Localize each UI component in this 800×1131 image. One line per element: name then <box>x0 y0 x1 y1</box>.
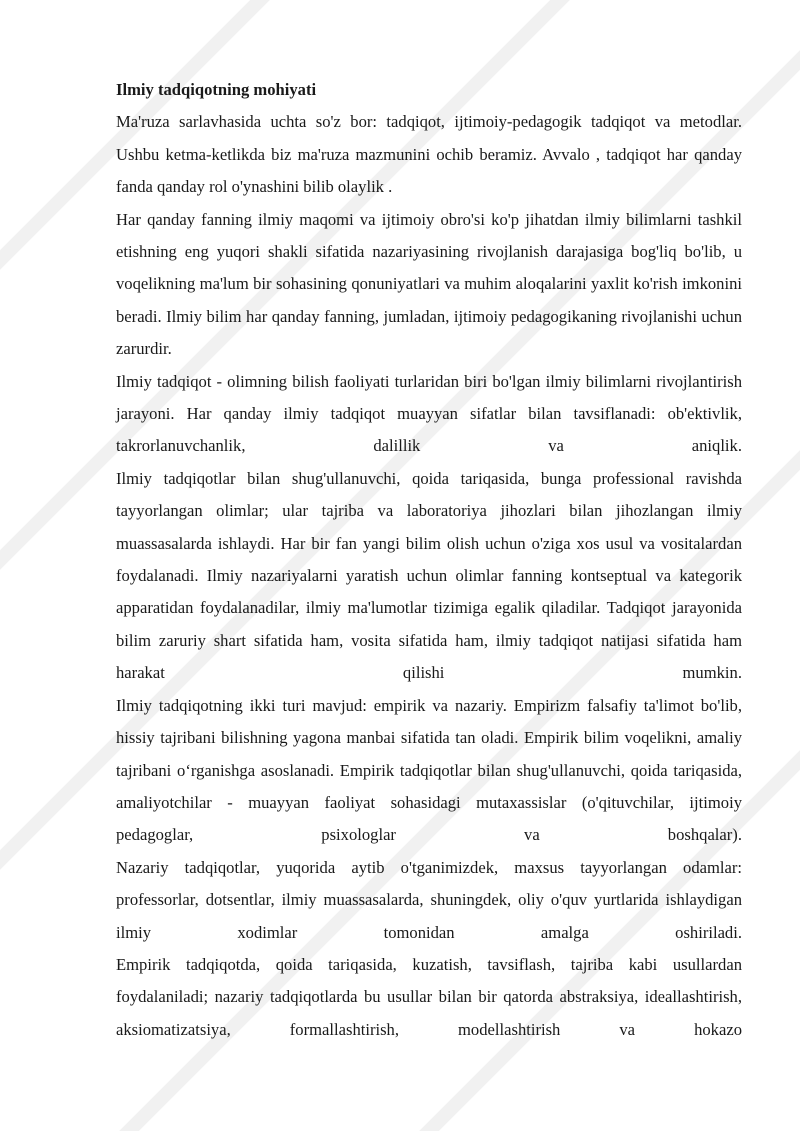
paragraph-6: Nazariy tadqiqotlar, yuqorida aytib o'tganimizdek, maxsus tayyorlangan odamlar: professorlar, dotsentlar, ilmiy muassasalarda, shuningdek, oliy o'quv yurtlarida ishlaydigan ilmiy xodimlar tomonidan amalga oshiriladi. <box>116 857 742 942</box>
paragraph-5: Ilmiy tadqiqotning ikki turi mavjud: empirik va nazariy. Empirizm falsafiy ta'limot bo'lib, hissiy tajribani bilishning yagona manbai sifatida tan oladi. Empirik bilim voqelikni, amaliy tajribani o‘rganishga asoslanadi. Empirik tadqiqotlar bilan shug'ullanuvchi, qoida tariqasida, amaliyotchilar - muayyan faoliyat sohasidagi mutaxassislar (o'qituvchilar, ijtimoiy pedagoglar, psixologlar va boshqalar). <box>116 695 742 845</box>
document-body <box>116 74 742 1046</box>
paragraph-7: Empirik tadqiqotda, qoida tariqasida, kuzatish, tavsiflash, tajriba kabi usullardan foydalaniladi; nazariy tadqiqotlarda bu usullar bilan bir qatorda abstraksiya, ideallashtirish, aksiomatizatsiya, formallashtirish, modellashtirish va hokazo <box>116 954 742 1039</box>
document-title: Ilmiy tadqiqotning mohiyati <box>116 80 317 99</box>
paragraph-3: Ilmiy tadqiqot - olimning bilish faoliyati turlaridan biri bo'lgan ilmiy bilimlarni rivojlantirish jarayoni. Har qanday ilmiy tadqiqot muayyan sifatlar bilan tavsiflanadi: ob'ektivlik, takrorlanuvchanlik, dalillik va aniqlik. <box>116 371 742 456</box>
paragraph-1: Ma'ruza sarlavhasida uchta so'z bor: tadqiqot, ijtimoiy-pedagogik tadqiqot va metodlar. Ushbu ketma-ketlikda biz ma'ruza mazmunini ochib beramiz. Avvalo , tadqiqot har qanday fanda qanday rol o'ynashini bilib olaylik . <box>116 112 742 197</box>
paragraph-4: Ilmiy tadqiqotlar bilan shug'ullanuvchi, qoida tariqasida, bunga professional ravishda tayyorlangan olimlar; ular tajriba va laboratoriya jihozlari bilan jihozlangan ilmiy muassasalarda ishlaydi. Har bir fan yangi bilim olish uchun o'ziga xos usul va vositalardan foydalanadi. Ilmiy nazariyalarni yaratish uchun olimlar fanning kontseptual va kategorik apparatidan foydalanadilar, ilmiy ma'lumotlar tizimiga egalik qiladilar. Tadqiqot jarayonida bilim zaruriy shart sifatida ham, vosita sifatida ham, ilmiy tadqiqot natijasi sifatida ham harakat qilishi mumkin. <box>116 468 742 683</box>
paragraph-2: Har qanday fanning ilmiy maqomi va ijtimoiy obro'si ko'p jihatdan ilmiy bilimlarni tashkil etishning eng yuqori shakli sifatida nazariyasining rivojlanish darajasiga bog'liq bo'lib, u voqelikning ma'lum bir sohasining qonuniyatlari va muhim aloqalarini yaxlit ko'rish imkonini beradi. Ilmiy bilim har qanday fanning, jumladan, ijtimoiy pedagogikaning rivojlanishi uchun zarurdir. <box>116 209 742 359</box>
